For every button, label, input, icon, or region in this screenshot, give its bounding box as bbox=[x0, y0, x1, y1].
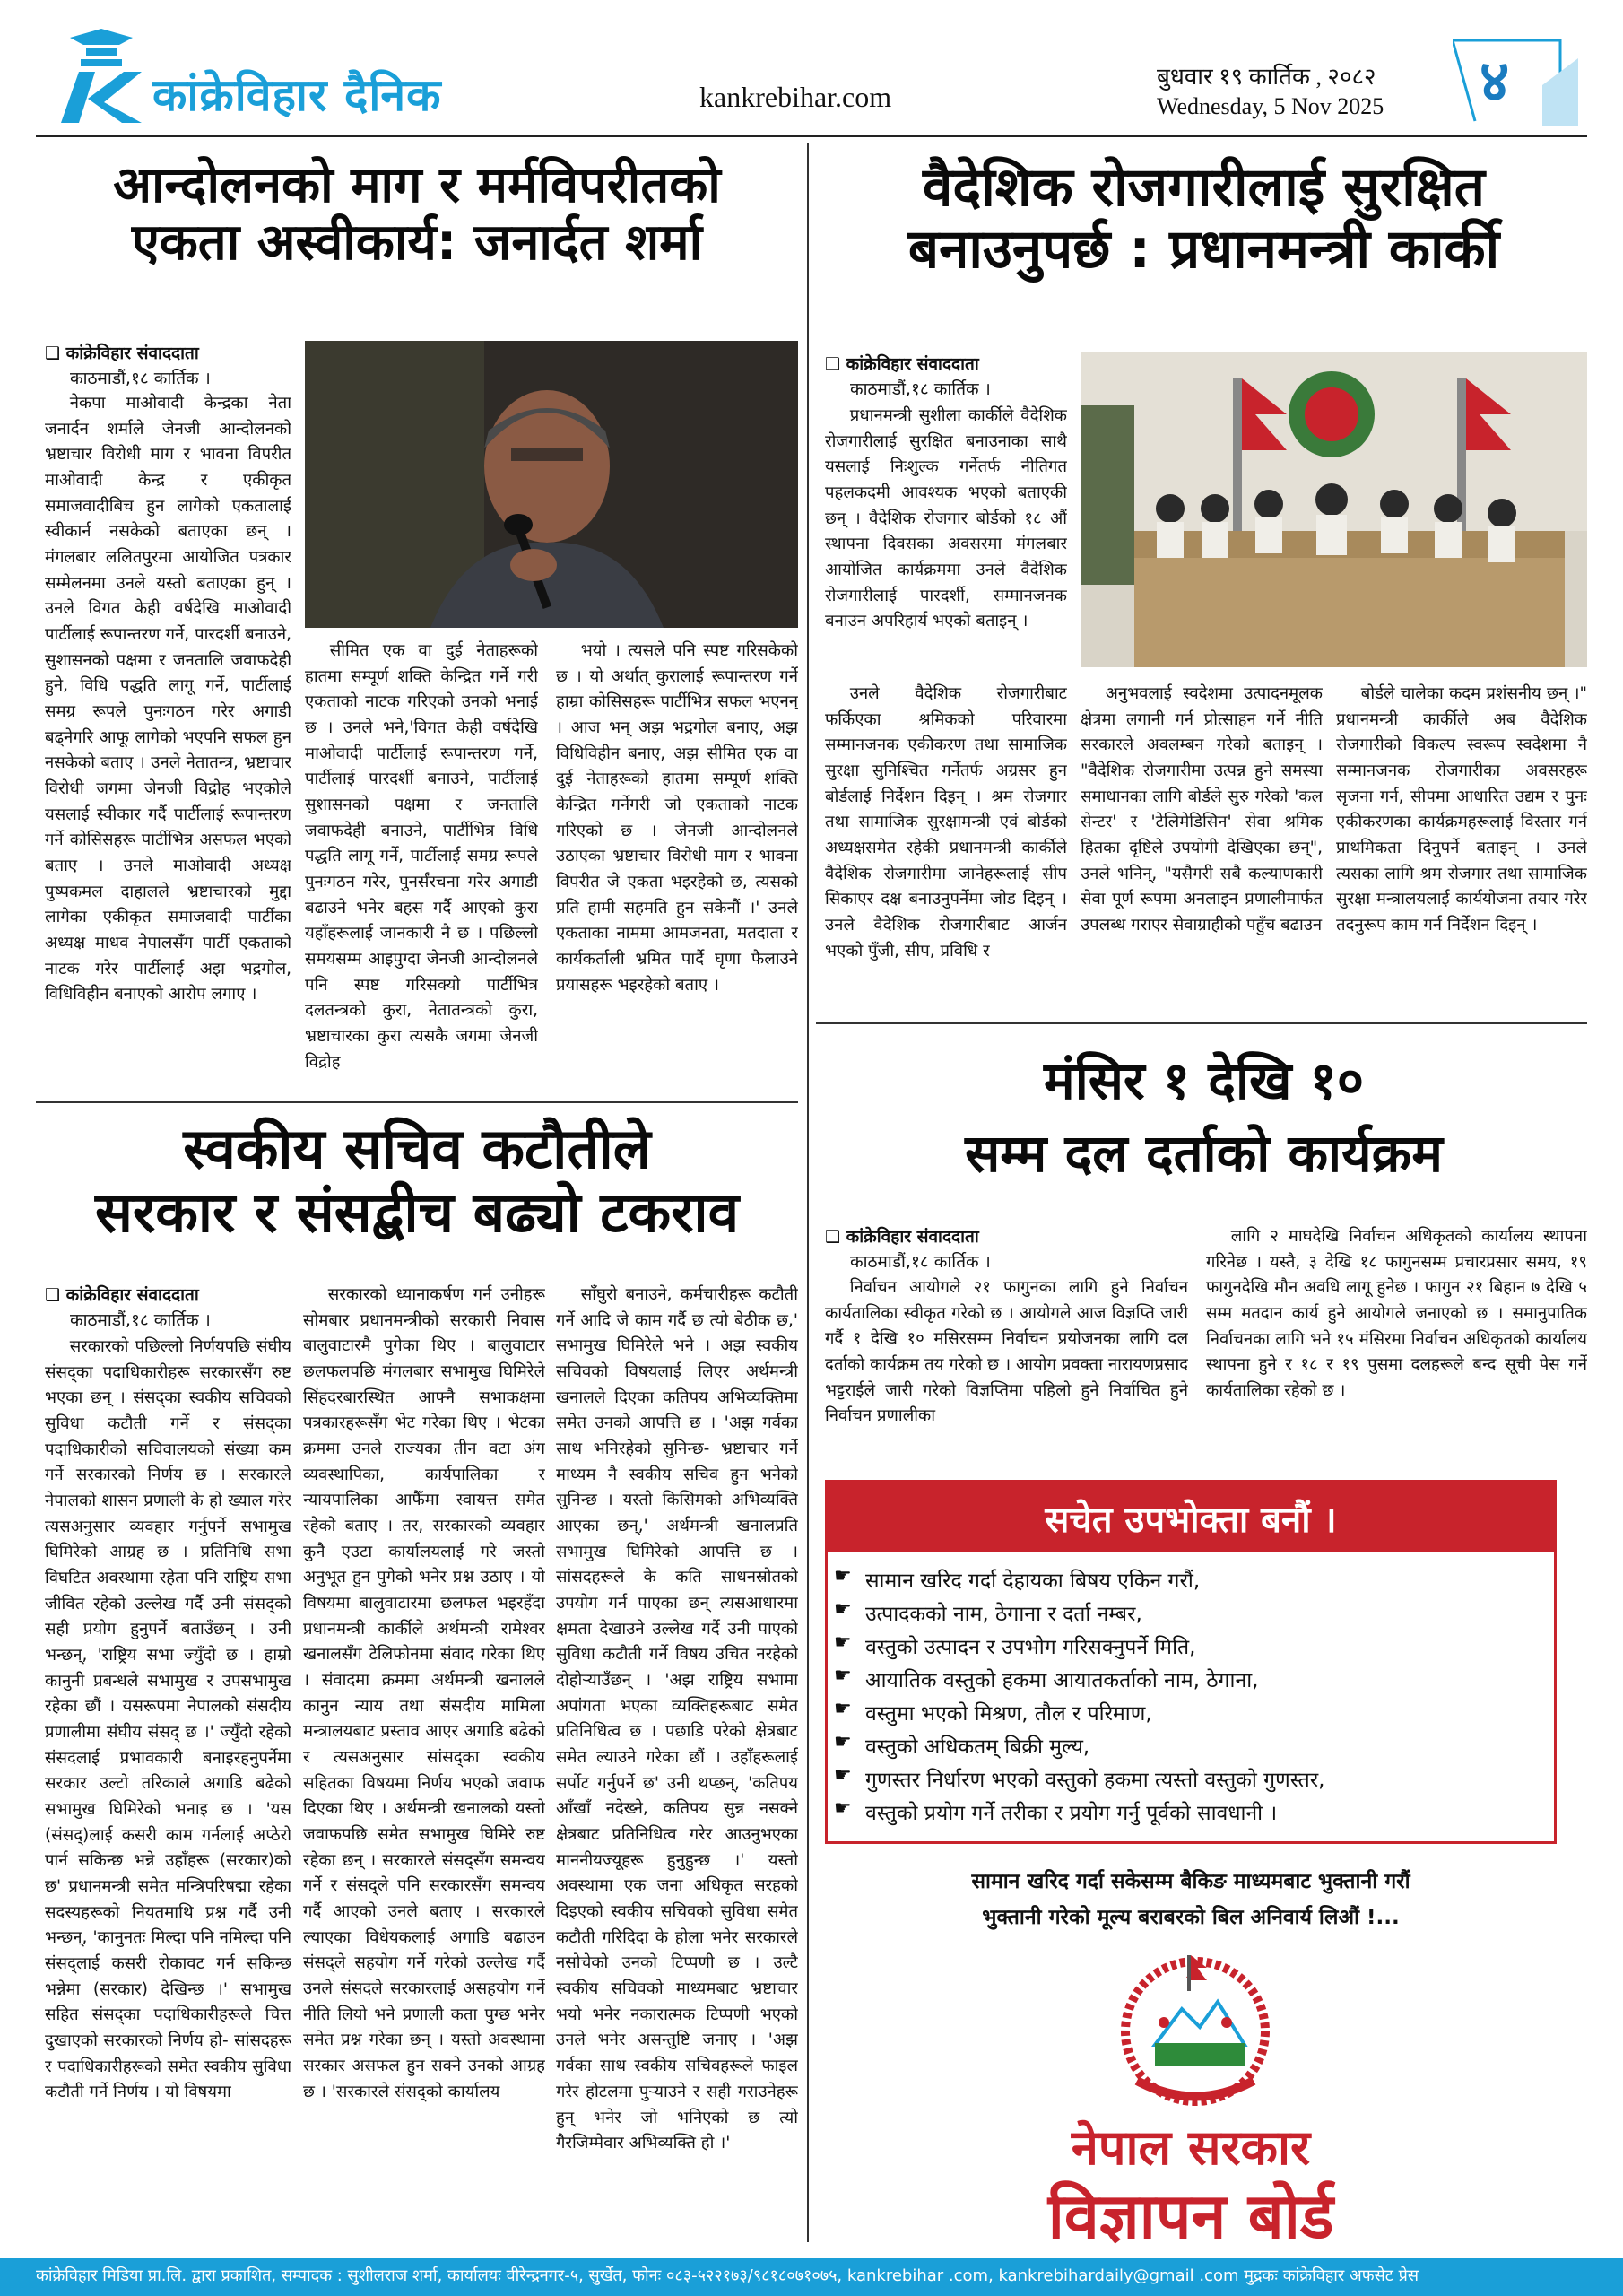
article1-column-2: सीमित एक वा दुई नेताहरूको हातमा सम्पूर्ण शक्ति केन्द्रित गर्ने गरी एकताको नाटक गरिएको उनको भनाई छ । उनले भने,'विगत केही वर्षदेखि माओवादी पार्टीलाई रूपान्तरण गर्ने, पार्टीलाई पारदर्शी बनाउने, पार्टीलाई सुशासनको पक्षमा र जनतालि जवाफदेही बनाउने, पार्टीभित्र विधि पद्धति लागू गर्ने, पार्टीलाई समग्र रूपले पुनःगठन गरेर, पुनर्संरचना गरेर अगाडी बढाउने भनेर बहस गर्दै आएको कुरा यहाँहरूलाई जानकारी नै छ । पछिल्लो समयसम्म आइपुग्दा जेनजी आन्दोलनले पनि स्पष्ट गरिसक्यो पार्टीभित्र दलतन्त्रको कुरा, नेतातन्त्रको कुरा, भ्रष्टाचारका कुरा त्यसकै जगमा जेनजी विद्रोह bbox=[305, 641, 538, 1072]
ad-note-bill: भुक्तानी गरेको मूल्य बराबरको बिल अनिवार्य लिऔं !... bbox=[982, 1906, 1400, 1929]
article4-byline: ❑ कांक्रेविहार संवाददाता bbox=[825, 1227, 979, 1247]
article4-headline[interactable] bbox=[820, 1045, 1587, 1190]
ad-hand-pointer-icon: ☛ bbox=[834, 1631, 852, 1654]
ad-item: वस्तुको अधिकतम् बिक्री मुल्य, bbox=[865, 1735, 1090, 1759]
ad-hand-pointer-icon: ☛ bbox=[834, 1665, 852, 1687]
article2-column-3: बोर्डले चालेका कदम प्रशंसनीय छन् ।" प्रधानमन्त्री कार्कीले अब वैदेशिक रोजगारीको विकल्प स्वरूप स्वदेशमा नै सम्मानजनक रोजगारीका अवसरहरू सृजना गर्न, सीपमा आधारित उद्यम र पुनः एकीकरणका कार्यक्रमहरूलाई विस्तार गर्न प्राथमिकता दिनुपर्ने बताइन् । उनले त्यसका लागि श्रम रोजगार तथा सामाजिक सुरक्षा मन्त्रालयलाई कार्ययोजना तयार गरेर तदनुरूप काम गर्न निर्देशन दिइन् । bbox=[1336, 684, 1587, 935]
masthead-title: कांक्रेविहार दैनिक bbox=[152, 69, 442, 121]
ad-hand-pointer-icon: ☛ bbox=[834, 1797, 852, 1820]
article2-headline[interactable] bbox=[820, 157, 1587, 281]
article2-column-1: उनले वैदेशिक रोजगारीबाट फर्किएका श्रमिकको परिवारमा सम्मानजनक एकीकरण तथा सामाजिक सुरक्षा सुनिश्चित गर्नेतर्फ अग्रसर हुन बोर्डलाई निर्देशन दिइन् । श्रम रोजगार तथा सामाजिक सुरक्षामन्त्री एवं बोर्डको अध्यक्षसमेत रहेकी प्रधानमन्त्री कार्कीले वैदेशिक रोजगारीमा जानेहरूलाई सीप सिकाएर दक्ष बनाउनुपर्नेमा जोड दिइन् । उनले वैदेशिक रोजगारीबाट आर्जन भएको पुँजी, सीप, प्रविधि र bbox=[825, 684, 1067, 961]
article1-dateline: काठमाडौं,१८ कार्तिक । bbox=[70, 369, 211, 388]
column-divider bbox=[807, 144, 809, 2242]
ad-hand-pointer-icon: ☛ bbox=[834, 1565, 852, 1587]
date-english: Wednesday, 5 Nov 2025 bbox=[1157, 93, 1384, 119]
article1-photo bbox=[305, 341, 798, 628]
article2-column-2: अनुभवलाई स्वदेशमा उत्पादनमूलक क्षेत्रमा लगानी गर्न प्रोत्साहन गर्ने नीति सरकारले अवलम्बन गरेको बताइन् । "वैदेशिक रोजगारीमा उत्पन्न हुने समस्या समाधानका लागि बोर्डले सुरु गरेको 'कल सेन्टर' र 'टेलिमेडिसिन' सेवा श्रमिक हितका दृष्टिले उपयोगी देखिएका छन्", उनले भनिन्, "यसैगरी सबै कल्याणकारी सेवा पूर्ण रूपमा अनलाइन प्रणालीमार्फत उपलब्ध गराएर सेवाग्राहीको पहुँच बढाउन bbox=[1081, 684, 1323, 935]
ad-item: वस्तुको प्रयोग गर्ने तरीका र प्रयोग गर्नु पूर्वको सावधानी । bbox=[865, 1802, 1278, 1825]
article3-headline-line1: स्वकीय सचिव कटौतीले bbox=[183, 1116, 651, 1181]
article1-headline[interactable] bbox=[36, 157, 798, 273]
article2-column-1-top: प्रधानमन्त्री सुशीला कार्कीले वैदेशिक रोजगारीलाई सुरक्षित बनाउनाका साथै यसलाई निःशुल्क गर्नेतर्फ नीतिगत पहलकदमी आवश्यक भएको बताएकी छन् । वैदेशिक रोजगार बोर्डको १८ औं स्थापना दिवसका अवसरमा मंगलबार आयोजित कार्यक्रममा उनले वैदेशिक रोजगारीलाई पारदर्शी, सम्मानजनक बनाउन अपरिहार्य भएको बताइन् । bbox=[825, 406, 1067, 631]
article4-dateline: काठमाडौं,१८ कार्तिक । bbox=[850, 1252, 991, 1272]
article1-byline: ❑ कांक्रेविहार संवाददाता bbox=[45, 344, 199, 363]
article1-headline-line2: एकता अस्वीकार्य: जनार्दत शर्मा bbox=[131, 213, 703, 273]
nepal-emblem bbox=[1101, 1946, 1289, 2108]
ad-title: सचेत उपभोक्ता बनौं । bbox=[1045, 1500, 1337, 1541]
article2-headline-line1: वैदेशिक रोजगारीलाई सुरक्षित bbox=[923, 156, 1485, 219]
ad-hand-pointer-icon: ☛ bbox=[834, 1731, 852, 1753]
article3-column-3: साँघुरो बनाउने, कर्मचारीहरू कटौती गर्ने आदि जे काम गर्दै छ त्यो बेठीक छ,' सभामुख घिमिरेले भने । अझ स्वकीय सचिवको विषयलाई लिएर अर्थमन्त्री खनालले दिएका कतिपय अभिव्यक्तिमा समेत उनको आपत्ति छ । 'अझ गर्वका साथ भनिरहेको सुनिन्छ- भ्रष्टाचार गर्ने माध्यम नै स्वकीय सचिव हुन भनेको सुनिन्छ । यस्तो किसिमको अभिव्यक्ति आएका छन्,' अर्थमन्त्री खनालप्रति सभामुख घिमिरेको आपत्ति छ । सांसदहरूले के कति साधनस्रोतको उपयोग गर्न पाएका छन् त्यसआधारमा क्षमता देखाउने उल्लेख गर्दै उनी पाएको सुविधा कटौती गर्ने विषय उचित नरहेको दोहोऱ्याउँछन् । 'अझ राष्ट्रिय सभामा अपांगता भएका व्यक्तिहरूबाट समेत प्रतिनिधित्व छ । पछाडि परेको क्षेत्रबाट समेत ल्याउने गरेका छौं । उहाँहरूलाई सर्पोट गर्नुपर्ने छ' उनी थप्छन्, 'कतिपय आँखाँ नदेख्ने, कतिपय सुन्न नसक्ने क्षेत्रबाट प्रतिनिधित्व गरेर आउनुभएका माननीयज्यूहरू हुनुहुन्छ ।' यस्तो अवस्थामा एक जना अधिकृत सरहको दिइएको स्वकीय सचिवको सुविधा समेत कटौती गरिदिदा के होला भनेर सरकारले नसोचेको उनको टिप्पणी छ । उल्टै स्वकीय सचिवको माध्यमबाट भ्रष्टाचार भयो भनेर नकारात्मक टिप्पणी भएको उनले भनेर असन्तुष्टि जनाए । 'अझ गर्वका साथ स्वकीय सचिवहरूले फाइल गरेर होटलमा पुऱ्याउने र सही गराउनेहरू हुन् भनेर जो भनिएको छ त्यो गैरजिम्मेवार अभिव्यक्ति हो ।' bbox=[556, 1285, 798, 2153]
government-name: नेपाल सरकार bbox=[1071, 2119, 1311, 2176]
article1-column-1: नेकपा माओवादी केन्द्रका नेता जनार्दन शर्माले जेनजी आन्दोलनको भ्रष्टाचार विरोधी माग र भावना विपरीत माओवादी केन्द्र र एकीकृत समाजवादीबिच हुन लागेको एकतालाई स्वीकार्न नसकेको बताएका छन् । मंगलबार ललितपुरमा आयोजित पत्रकार सम्मेलनमा उनले यस्तो बताएका हुन् । उनले विगत केही वर्षदेखि माओवादी पार्टीलाई रूपान्तरण गर्ने, पारदर्शी बनाउने, सुशासनको पक्षमा र जनतालि जवाफदेही हुने, विधि पद्धति लागू गर्ने, पार्टीलाई समग्र रूपले पुनःगठन गरेर अगाडी बढ्नेगरि आफू लागेको भएपनि सफल हुन नसकेको बताए । उनले नेतातन्त्र, भ्रष्टाचार विरोधी जगमा जेनजी विद्रोह भएकोले यसलाई स्वीकार गर्दै पार्टीलाई रूपान्तरण गर्ने कोसिसहरू पार्टीभित्र असफल भएको बताए । उनले माओवादी अध्यक्ष पुष्पकमल दाहालले भ्रष्टाचारको मुद्दा लागेका एकीकृत समाजवादी पार्टीका अध्यक्ष माधव नेपालसँग पार्टी एकताको नाटक गरेर पार्टीलाई अझ भद्रगोल, विधिविहीन बनाएको आरोप लगाए । bbox=[45, 394, 291, 1004]
masthead-rule bbox=[36, 135, 1587, 137]
footer-imprint: कांक्रेविहार मिडिया प्रा.लि. द्वारा प्रकाशित, सम्पादक : सुशीलराज शर्मा, कार्यालयः वीरेन्द्रनगर-५, सुर्खेत, फोनः ०८३-५२२१७३/९८१८०७१०७५, kankrebihar .com, kankrebihardaily@gmail .com मुद्रकः कांक्रेविहार अफसेट प्रेस bbox=[36, 2266, 1419, 2285]
article2-headline-line2: बनाउनुपर्छ : प्रधानमन्त्री कार्की bbox=[907, 218, 1500, 281]
ad-note-payment: सामान खरिद गर्दा सकेसम्म बैकिङ माध्यमबाट भुक्तानी गरौं bbox=[971, 1870, 1410, 1893]
article2-byline: ❑ कांक्रेविहार संवाददाता bbox=[825, 354, 979, 374]
article4-column-2: लागि २ माघदेखि निर्वाचन अधिकृतको कार्यालय स्थापना गरिनेछ । यस्तै, ३ देखि १८ फागुनसम्म प्रचारप्रसार समय, १९ फागुनदेखि मौन अवधि लागू हुनेछ । फागुन २१ बिहान ७ देखि ५ सम्म मतदान कार्य हुने आयोगले जनाएको छ । समानुपातिक निर्वाचनका लागि भने १५ मंसिरमा निर्वाचन अधिकृतको कार्यालय स्थापना हुने र १८ र १९ पुसमा दलहरूले बन्द सूची पेस गर्ने कार्यतालिका रहेको छ । bbox=[1206, 1227, 1587, 1401]
article3-dateline: काठमाडौं,१८ कार्तिक । bbox=[70, 1310, 211, 1330]
article3-byline: ❑ कांक्रेविहार संवाददाता bbox=[45, 1285, 199, 1305]
ad-item: सामान खरिद गर्दा देहायका बिषय एकिन गरौं, bbox=[865, 1570, 1201, 1593]
ad-hand-pointer-icon: ☛ bbox=[834, 1598, 852, 1621]
section-rule bbox=[36, 1101, 798, 1103]
article2-photo bbox=[1081, 352, 1587, 667]
article3-column-2: सरकारको ध्यानाकर्षण गर्न उनीहरू सोमबार प्रधानमन्त्रीको सरकारी निवास बालुवाटारमै पुगेका थिए । बालुवाटार छलफलपछि मंगलबार सभामुख घिमिरेले सिंहदरबारस्थित आफ्नै सभाकक्षमा पत्रकारहरूसँग भेट गरेका थिए । भेटका क्रममा उनले राज्यका तीन वटा अंग व्यवस्थापिका, कार्यपालिका र न्यायपालिका आफैँमा स्वायत्त समेत रहेको बताए । तर, सरकारको व्यवहार कुनै एउटा कार्यालयलाई गरे जस्तो अनुभूत हुन पुगेको भनेर प्रश्न उठाए । यो विषयमा बालुवाटारमा छलफल भइरहँदा प्रधानमन्त्री कार्कीले अर्थमन्त्री रामेश्वर खनालसँग टेलिफोनमा संवाद गरेका थिए । संवादमा क्रममा अर्थमन्त्री खनालले कानुन न्याय तथा संसदीय मामिला मन्त्रालयबाट प्रस्ताव आएर अगाडि बढेको र त्यसअनुसार सांसद्का स्वकीय सहितका विषयमा निर्णय भएको जवाफ दिएका थिए । अर्थमन्त्री खनालको यस्तो जवाफपछि समेत सभामुख घिमिरे रुष्ट रहेका छन् । सरकारले संसद्सँग समन्वय गर्ने र संसद्ले पनि सरकारसँग समन्वय गर्दै आएको उनले बताए । सरकारले ल्याएका विधेयकलाई अगाडि बढाउन संसद्ले सहयोग गर्ने गरेको उल्लेख गर्दै उनले संसदले सरकारलाई असहयोग गर्ने नीति लियो भने प्रणाली कता पुग्छ भनेर समेत प्रश्न गरेका छन् । यस्तो अवस्थामा सरकार असफल हुन सक्ने उनको आग्रह छ । 'सरकारले संसद्को कार्यालय bbox=[303, 1285, 545, 2101]
ad-hand-pointer-icon: ☛ bbox=[834, 1764, 852, 1787]
ad-item: आयातिक वस्तुको हकमा आयातकर्ताको नाम, ठेगाना, bbox=[865, 1669, 1259, 1692]
ad-item: उत्पादकको नाम, ठेगाना र दर्ता नम्बर, bbox=[865, 1603, 1142, 1626]
logo-mark bbox=[52, 29, 151, 127]
article2-dateline: काठमाडौं,१८ कार्तिक । bbox=[850, 379, 991, 399]
date-nepali: बुधवार १९ कार्तिक , २०८२ bbox=[1157, 64, 1376, 90]
site-url[interactable]: kankrebihar.com bbox=[699, 81, 892, 113]
ad-item: वस्तुको उत्पादन र उपभोग गरिसक्नुपर्ने मिति, bbox=[865, 1636, 1196, 1659]
article3-column-1: सरकारको पछिल्लो निर्णयपछि संघीय संसद्का पदाधिकारीहरू सरकारसँग रुष्ट भएका छन् । संसद्का स्वकीय सचिवको सुविधा कटौती गर्ने र संसद्का पदाधिकारीको सचिवालयको संख्या कम गर्ने सरकारको निर्णय छ । सरकारले नेपालको शासन प्रणाली के हो ख्याल गरेर त्यसअनुसार व्यवहार गर्नुपर्ने सभामुख घिमिरेको आग्रह छ । प्रतिनिधि सभा विघटित अवस्थामा रहेता पनि राष्ट्रिय सभा जीवित रहेको उल्लेख गर्दै उनी संसद्को सही प्रयोग हुनुपर्ने बताउँछन् । उनी भन्छन्, 'राष्ट्रिय सभा ज्युँदो छ । हाम्रो कानुनी प्रबन्धले सभामुख र उपसभामुख रहेका छौं । यसरूपमा नेपालको संसदीय प्रणालीमा संघीय संसद् छ ।' ज्युँदो रहेको संसदलाई प्रभावकारी बनाइरहनुपर्नेमा सरकार उल्टो तरिकाले अगाडि बढेको सभामुख घिमिरेको भनाइ छ । 'यस (संसद्)लाई कसरी काम गर्नलाई अप्ठेरो पार्न सकिन्छ भन्ने उहाँहरू (सरकार)को छ' प्रधानमन्त्री समेत मन्त्रिपरिषद्मा रहेका सदस्यहरूको नियतमाथि प्रश्न गर्दै उनी भन्छन्, 'कानुनतः मिल्दा पनि नमिल्दा पनि संसद्लाई कसरी रोकावट गर्न सकिन्छ भन्नेमा (सरकार) देखिन्छ ।' सभामुख सहित संसद्का पदाधिकारीहरूले चित्त दुखाएको सरकारको निर्णय हो- सांसदहरू र पदाधिकारीहरूको समेत स्वकीय सुविधा कटौती गर्ने निर्णय । यो विषयमा bbox=[45, 1337, 291, 2102]
ad-item: वस्तुमा भएको मिश्रण, तौल र परिमाण, bbox=[865, 1702, 1152, 1726]
article3-headline-line2: सरकार र संसद्बीच बढ्यो टकराव bbox=[94, 1179, 740, 1246]
article4-headline-line2: सम्म दल दर्ताको कार्यक्रम bbox=[965, 1123, 1443, 1185]
page-number: ४ bbox=[1480, 48, 1510, 115]
page-number-frame bbox=[1453, 36, 1578, 126]
article4-column-1: निर्वाचन आयोगले २१ फागुनका लागि हुने निर्वाचन कार्यतालिका स्वीकृत गरेको छ । आयोगले आज विज्ञप्ति जारी गर्दै १ देखि १० मसिरसम्म निर्वाचन प्रयोजनका लागि दल दर्ताको कार्यक्रम तय गरेको छ । आयोग प्रवक्ता नारायणप्रसाद भट्टराईले जारी गरेको विज्ञप्तिमा पहिलो हुने निर्वाचित हुने निर्वाचन प्रणालीका bbox=[825, 1278, 1188, 1426]
section-rule bbox=[816, 1022, 1587, 1024]
article1-column-3: भयो । त्यसले पनि स्पष्ट गरिसकेको छ । यो अर्थात् कुरालाई रूपान्तरण गर्ने हाम्रा कोसिसहरू पार्टीभित्र सफल भएनन् । आज भन् अझ भद्रगोल बनाए, अझ विधिविहीन बनाए, अझ सीमित एक वा दुई नेताहरूको हातमा सम्पूर्ण शक्ति केन्द्रित गर्नेगरी जो एकताको नाटक गरिएको छ । जेनजी आन्दोलनले उठाएका भ्रष्टाचार विरोधी माग र भावना विपरीत जे एकता भइरहेको छ, त्यसको प्रति हामी सहमति हुन सकेनौं ।' उनले एकताका नाममा आमजनता, मतदाता र कार्यकर्ताली भ्रमित पार्दै घृणा फैलाउने प्रयासहरू भइरहेको बताए । bbox=[556, 641, 798, 995]
advertisement-board-name: विज्ञापन बोर्ड bbox=[1047, 2179, 1334, 2253]
ad-item: गुणस्तर निर्धारण भएको वस्तुको हकमा त्यस्तो वस्तुको गुणस्तर, bbox=[865, 1769, 1325, 1792]
ad-hand-pointer-icon: ☛ bbox=[834, 1698, 852, 1720]
article3-headline[interactable] bbox=[36, 1117, 798, 1245]
article1-headline-line1: आन्दोलनको माग र मर्मविपरीतको bbox=[113, 156, 721, 214]
article4-headline-line1: मंसिर १ देखि १० bbox=[1044, 1050, 1364, 1111]
